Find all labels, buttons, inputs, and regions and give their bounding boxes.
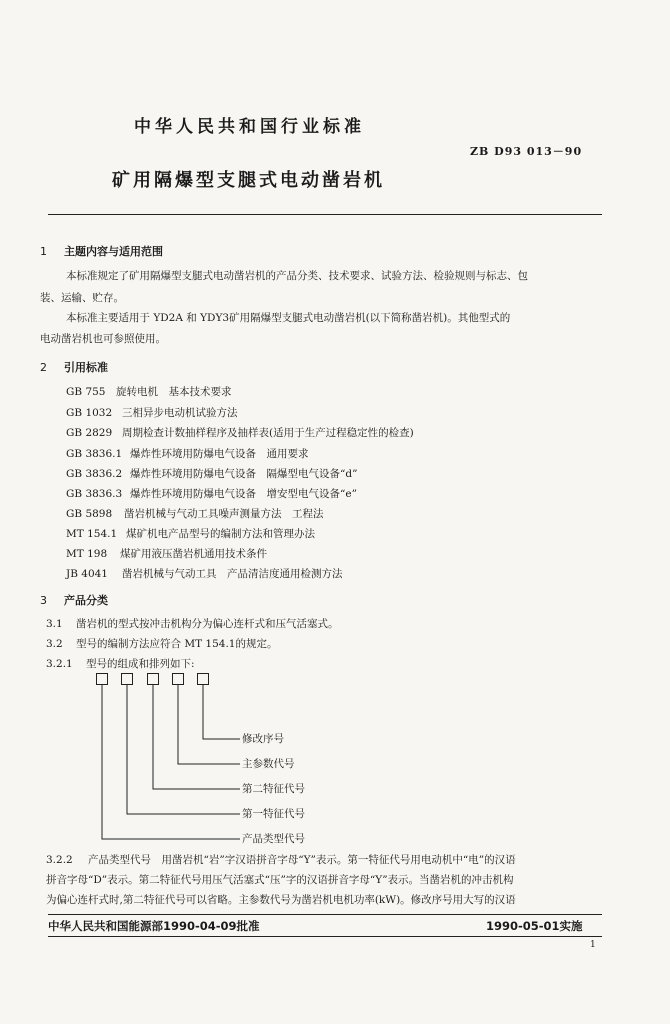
label-second-feature-code: 第二特征代号 — [242, 783, 305, 795]
clause-number: 3.2.2 — [46, 854, 73, 866]
section-1-p1-line1: 本标准规定了矿用隔爆型支腿式电动凿岩机的产品分类、技术要求、试验方法、检验规则与标志、包 — [66, 270, 528, 282]
section-1-p2-line1: 本标准主要适用于 YD2A 和 YDY3矿用隔爆型支腿式电动凿岩机(以下简称凿岩机)。其他型式的 — [66, 312, 511, 324]
clause-text: 产品类型代号 用凿岩机“岩”字汉语拼音字母“Y”表示。第一特征代号用电动机中“电”的汉语 — [88, 854, 516, 866]
reference-name: 旋转电机 基本技术要求 — [116, 386, 232, 398]
reference-name: 凿岩机械与气动工具 产品清洁度通用检测方法 — [122, 568, 343, 580]
label-revision-number: 修改序号 — [242, 733, 284, 745]
section-1-p2-line2: 电动凿岩机也可参照使用。 — [40, 333, 166, 345]
reference-name: 煤矿机电产品型号的编制方法和管理办法 — [126, 528, 315, 540]
reference-code: GB 3836.1 — [66, 448, 123, 460]
section-3-title: 产品分类 — [64, 594, 108, 607]
reference-name: 周期检查计数抽样程序及抽样表(适用于生产过程稳定性的检查) — [122, 427, 414, 439]
clause-number: 3.2.1 — [46, 658, 73, 670]
document-title: 矿用隔爆型支腿式电动凿岩机 — [112, 170, 385, 191]
clause-text: 型号的编制方法应符合 MT 154.1的规定。 — [76, 638, 278, 650]
line-first-feature — [127, 685, 240, 814]
footer-rule — [48, 914, 602, 915]
clause-3-2-2-line3: 为偏心连杆式时,第二特征代号可以省略。主参数代号为凿岩机电机功率(kW)。修改序号用大写的汉语 — [46, 894, 516, 906]
reference-name: 三相异步电动机试验方法 — [122, 407, 238, 419]
reference-code: GB 3836.3 — [66, 488, 123, 500]
standard-type-heading: 中华人民共和国行业标准 — [134, 117, 365, 137]
reference-code: GB 755 — [66, 386, 106, 398]
effective-date: 1990-05-01实施 — [486, 919, 583, 933]
section-2-number: 2 — [40, 361, 47, 374]
line-main-parameter — [178, 685, 240, 764]
reference-code: GB 3836.2 — [66, 468, 123, 480]
standard-code: ZB D93 013－90 — [470, 145, 583, 158]
reference-name: 爆炸性环境用防爆电气设备 通用要求 — [130, 448, 309, 460]
page-number: 1 — [590, 940, 596, 950]
line-second-feature — [153, 685, 240, 789]
reference-code: JB 4041 — [66, 568, 108, 580]
clause-text: 凿岩机的型式按冲击机构分为偏心连杆式和压气活塞式。 — [76, 618, 339, 630]
label-product-type-code: 产品类型代号 — [242, 833, 305, 845]
approval-line: 中华人民共和国能源部1990-04-09批准 — [48, 919, 260, 933]
reference-name: 煤矿用液压凿岩机通用技术条件 — [120, 548, 267, 560]
line-product-type — [102, 685, 240, 839]
reference-code: MT 154.1 — [66, 528, 118, 540]
section-3-number: 3 — [40, 594, 47, 607]
clause-number: 3.1 — [46, 618, 63, 630]
line-revision — [203, 685, 240, 739]
section-1-title: 主题内容与适用范围 — [64, 245, 163, 258]
reference-code: GB 2829 — [66, 427, 113, 439]
reference-code: GB 1032 — [66, 407, 113, 419]
reference-code: MT 198 — [66, 548, 108, 560]
label-first-feature-code: 第一特征代号 — [242, 808, 305, 820]
clause-number: 3.2 — [46, 638, 63, 650]
reference-name: 爆炸性环境用防爆电气设备 隔爆型电气设备“d” — [130, 468, 358, 480]
clause-text: 型号的组成和排列如下: — [86, 658, 195, 670]
section-2-title: 引用标准 — [64, 361, 108, 374]
reference-code: GB 5898 — [66, 508, 113, 520]
section-1-p1-line2: 装、运输、贮存。 — [40, 292, 124, 304]
section-1-number: 1 — [40, 245, 47, 258]
clause-3-2-2-line2: 拼音字母“D”表示。第二特征代号用压气活塞式“压”字的汉语拼音字母“Y”表示。当凿岩机的冲击机构 — [46, 874, 514, 886]
reference-name: 爆炸性环境用防爆电气设备 增安型电气设备“e” — [130, 488, 357, 500]
reference-name: 凿岩机械与气动工具噪声测量方法 工程法 — [124, 508, 324, 520]
clause-3-2-2-line1 — [46, 850, 516, 870]
footer-bottom-rule — [48, 936, 602, 937]
label-main-parameter-code: 主参数代号 — [242, 758, 295, 770]
